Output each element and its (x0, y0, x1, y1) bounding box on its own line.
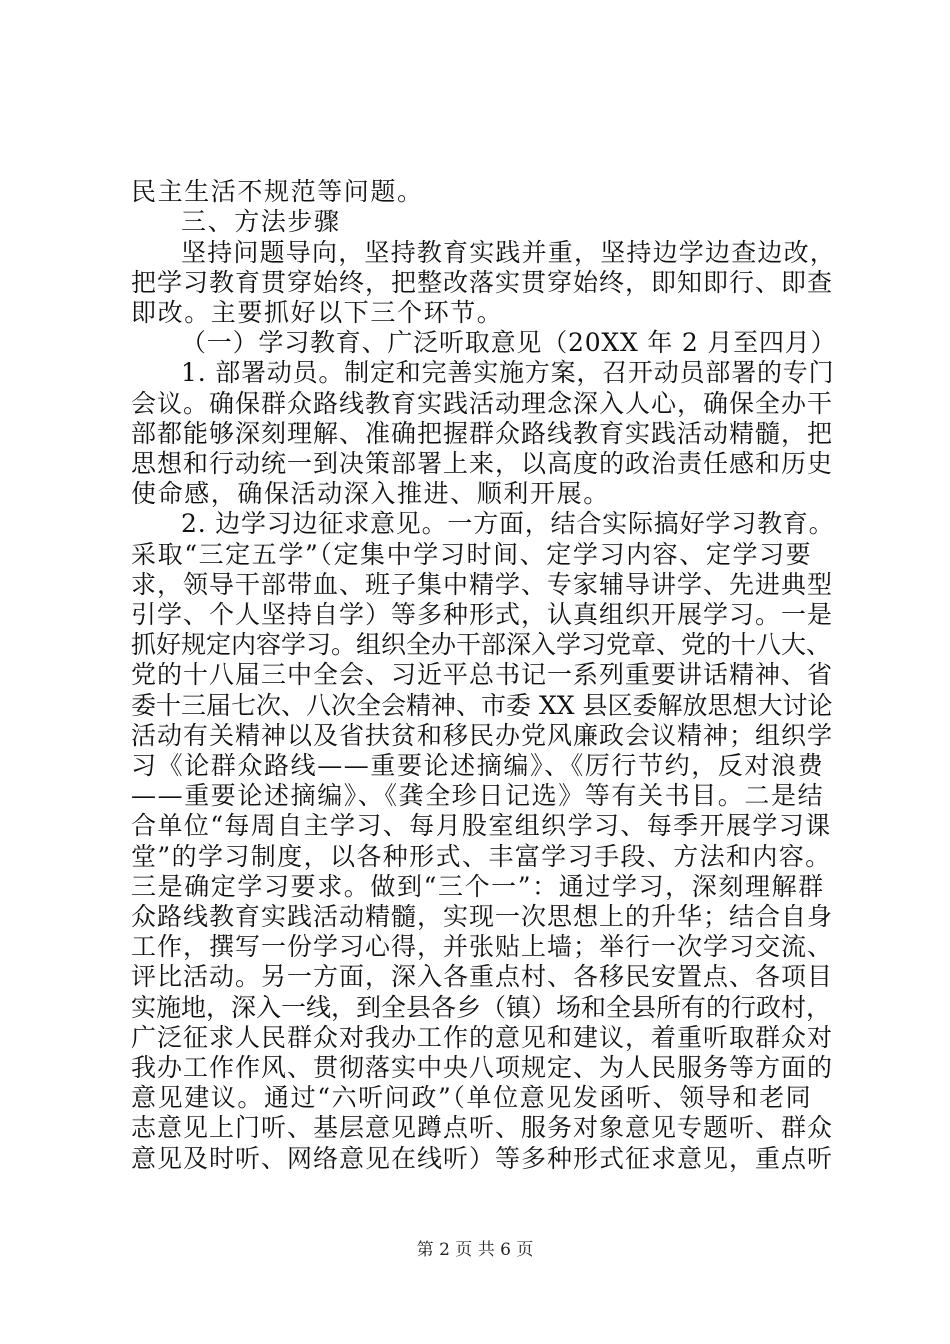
text-line: 广泛征求人民群众对我办工作的意见和建议，着重听取群众对 (131, 1023, 834, 1052)
text-line: 工作，撰写一份学习心得，并张贴上墙；举行一次学习交流、 (131, 932, 834, 961)
text-line: 志意见上门听、基层意见蹲点听、服务对象意见专题听、群众 (131, 1113, 834, 1142)
text-line: ——重要论述摘编》、《龚全珍日记选》等有关书目。二是结 (131, 781, 825, 810)
text-line: 委十三届七次、八次全会精神、市委 XX 县区委解放思想大讨论 (131, 691, 833, 720)
text-line: 引学、个人坚持自学）等多种形式，认真组织开展学习。一是 (131, 600, 834, 629)
text-line: 思想和行动统一到决策部署上来，以高度的政治责任感和历史 (131, 449, 834, 478)
text-line: 党的十八届三中全会、习近平总书记一系列重要讲话精神、省 (131, 660, 834, 689)
text-line: 即改。主要抓好以下三个环节。 (131, 298, 504, 327)
page-footer: 第 2 页 共 6 页 (416, 1240, 534, 1260)
text-line: 习《论群众路线——重要论述摘编》、《厉行节约，反对浪费 (131, 751, 825, 780)
text-line: 我办工作作风、贯彻落实中央八项规定、为人民服务等方面的 (131, 1053, 834, 1082)
text-line: 活动有关精神以及省扶贫和移民办党风廉政会议精神；组织学 (131, 721, 834, 750)
text-line: 会议。确保群众路线教育实践活动理念深入人心，确保全办干 (131, 389, 834, 418)
subsection-heading: （一）学习教育、广泛听取意见（20XX 年 2 月至四月） (181, 328, 837, 357)
text-line: 意见及时听、网络意见在线听）等多种形式征求意见，重点听 (131, 1144, 834, 1173)
text-line: 评比活动。另一方面，深入各重点村、各移民安置点、各项目 (131, 962, 834, 991)
text-line: 实施地，深入一线，到全县各乡（镇）场和全县所有的行政村， (131, 993, 832, 1022)
text-line: 2. 边学习边征求意见。一方面，结合实际搞好学习教育。 (181, 509, 835, 538)
section-heading: 三、方法步骤 (181, 207, 341, 236)
text-line: 采取“三定五学”（定集中学习时间、定学习内容、定学习要 (131, 540, 813, 569)
text-line: 众路线教育实践活动精髓，实现一次思想上的升华；结合自身 (131, 902, 834, 931)
text-line: 使命感，确保活动深入推进、顺利开展。 (131, 479, 610, 508)
text-line: 意见建议。通过“六听问政”（单位意见发函听、领导和老同 (131, 1083, 813, 1112)
text-line: 求，领导干部带血、班子集中精学、专家辅导讲学、先进典型 (131, 570, 834, 599)
text-line: 1. 部署动员。制定和完善实施方案，召开动员部署的专门 (181, 358, 835, 387)
text-line: 三是确定学习要求。做到“三个一”：通过学习，深刻理解群 (131, 872, 825, 901)
text-line: 坚持问题导向，坚持教育实践并重，坚持边学边查边改， (181, 238, 837, 267)
text-line: 合单位“每周自主学习、每月股室组织学习、每季开展学习课 (131, 811, 832, 840)
text-line: 民主生活不规范等问题。 (131, 177, 424, 206)
text-line: 把学习教育贯穿始终，把整改落实贯穿始终，即知即行、即查 (131, 268, 834, 297)
text-line: 堂”的学习制度，以各种形式、丰富学习手段、方法和内容。 (131, 842, 832, 871)
text-line: 抓好规定内容学习。组织全办干部深入学习党章、党的十八大、 (131, 630, 832, 659)
text-line: 部都能够深刻理解、准确把握群众路线教育实践活动精髓，把 (131, 419, 834, 448)
